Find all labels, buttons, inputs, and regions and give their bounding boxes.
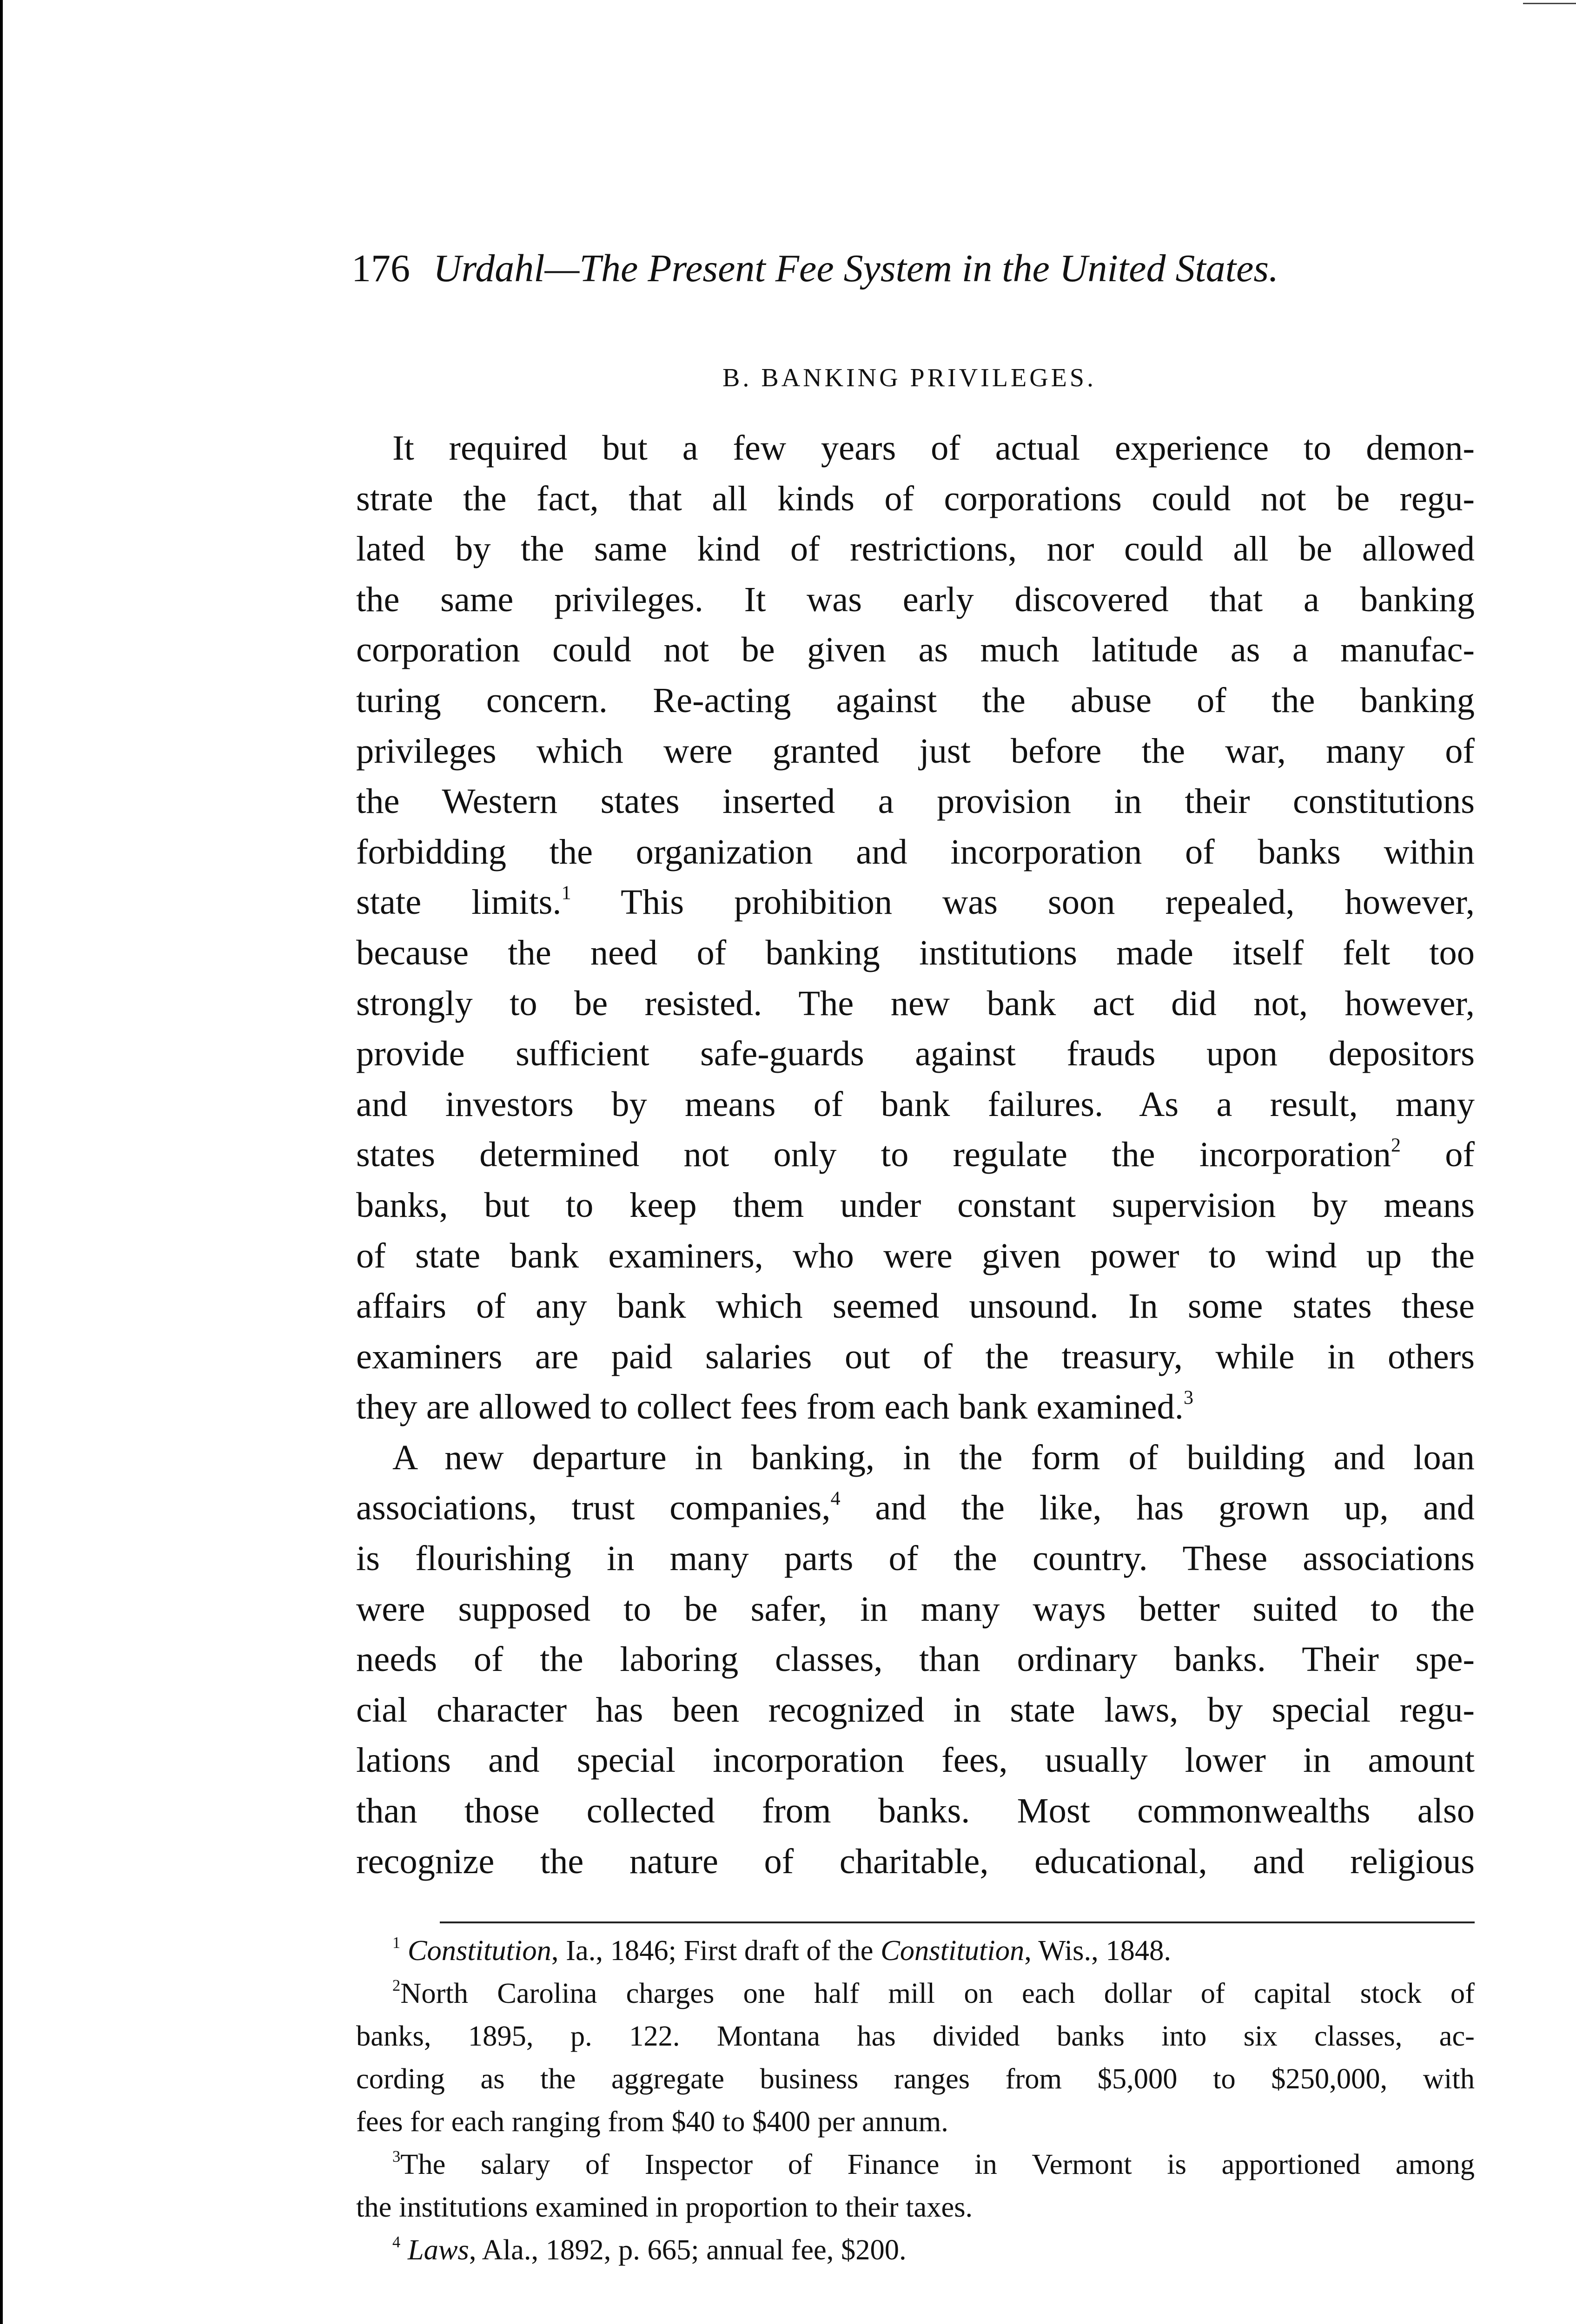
body-line: were supposed to be safer, in many ways better suited to the (356, 1589, 1475, 1629)
footnote-line: banks, 1895, p. 122. Montana has divided banks into six classes, ac- (356, 2020, 1475, 2052)
scan-edge-mark (1523, 3, 1576, 4)
footnote-3 (356, 2143, 1475, 2185)
body-line: is flourishing in many parts of the country. These associations (356, 1538, 1475, 1578)
footnote-line: the institutions examined in proportion to their taxes. (356, 2191, 973, 2223)
body-line: banks, but to keep them under constant supervision by means (356, 1185, 1475, 1225)
footnote-italic: Constitution (407, 1934, 551, 1967)
body-line: cial character has been recognized in state laws, by special regu- (356, 1690, 1475, 1730)
footnote-mark: 4 (392, 2233, 401, 2251)
section-heading: B. BANKING PRIVILEGES. (722, 363, 1096, 392)
footnote-line: fees for each ranging from $40 to $400 per annum. (356, 2105, 948, 2138)
body-line: corporation could not be given as much latitude as a manufac- (356, 630, 1475, 670)
body-line: the Western states inserted a provision in their constitutions (356, 781, 1475, 821)
footnote-4 (356, 2228, 1475, 2271)
body-line: turing concern. Re-acting against the abuse of the banking (356, 680, 1475, 720)
body-line: recognize the nature of charitable, educational, and religious (356, 1841, 1475, 1881)
body-line: strongly to be resisted. The new bank act did not, however, (356, 983, 1475, 1023)
body-line: lated by the same kind of restrictions, nor could all be allowed (356, 529, 1475, 569)
footnote-1 (356, 1929, 1475, 1972)
footnote-ref-1[interactable]: 1 (561, 882, 571, 904)
footnote-text: North Carolina charges one half mill on each dollar of capital stock of (400, 1977, 1475, 2009)
body-line: of state bank examiners, who were given power to wind up the (356, 1235, 1475, 1275)
body-line-with-footnote (356, 1382, 1475, 1433)
footnote-mark: 3 (392, 2148, 401, 2166)
body-line: A new departure in banking, in the form of building and loan (392, 1437, 1475, 1477)
body-fragment: of (1401, 1135, 1475, 1175)
footnote-divider (440, 1921, 1475, 1923)
body-line: because the need of banking institutions made itself felt too (356, 932, 1475, 972)
body-fragment: This prohibition was soon repealed, however, (571, 882, 1475, 922)
footnote-2 (356, 1972, 1475, 2014)
body-text (356, 423, 1475, 1887)
body-line-with-footnote (356, 877, 1475, 928)
body-line: examiners are paid salaries out of the treasury, while in others (356, 1336, 1475, 1376)
body-fragment: associations, trust companies, (356, 1488, 831, 1528)
footnote-italic: Laws (407, 2233, 469, 2266)
body-line: lations and special incorporation fees, usually lower in amount (356, 1740, 1475, 1780)
body-line: than those collected from banks. Most commonwealths also (356, 1791, 1475, 1831)
body-fragment: they are allowed to collect fees from each bank examined. (356, 1387, 1184, 1427)
body-line: the same privileges. It was early discovered that a banking (356, 579, 1475, 619)
footnote-mark: 1 (392, 1934, 401, 1952)
footnotes (356, 1929, 1475, 2271)
body-fragment: state limits. (356, 882, 562, 922)
body-line: strate the fact, that all kinds of corporations could not be regu- (356, 478, 1475, 518)
body-line: affairs of any bank which seemed unsound. In some states these (356, 1286, 1475, 1326)
footnote-mark: 2 (392, 1977, 401, 1995)
footnote-text: , Ia., 1846; First draft of the (551, 1934, 881, 1967)
body-line: and investors by means of bank failures. As a result, many (356, 1084, 1475, 1124)
footnote-ref-3[interactable]: 3 (1183, 1387, 1193, 1409)
body-line-with-footnote (356, 1483, 1475, 1533)
body-line: needs of the laboring classes, than ordinary banks. Their spe- (356, 1639, 1475, 1679)
body-line: privileges which were granted just before the war, many of (356, 731, 1475, 771)
footnote-ref-2[interactable]: 2 (1391, 1135, 1401, 1156)
footnote-italic: Constitution (881, 1934, 1025, 1967)
footnote-ref-4[interactable]: 4 (830, 1488, 841, 1510)
footnote-text: The salary of Inspector of Finance in Vermont is apportioned among (400, 2148, 1475, 2180)
body-fragment: and the like, has grown up, and (840, 1488, 1475, 1528)
footnote-line: cording as the aggregate business ranges from $5,000 to $250,000, with (356, 2062, 1475, 2095)
footnote-text: , Wis., 1848. (1024, 1934, 1171, 1967)
body-line-with-footnote (356, 1129, 1475, 1180)
body-line: forbidding the organization and incorporation of banks within (356, 832, 1475, 872)
running-head (351, 241, 1467, 297)
body-line: provide sufficient safe-guards against frauds upon depositors (356, 1034, 1475, 1074)
body-fragment: states determined not only to regulate the incorporation (356, 1135, 1391, 1175)
footnote-text: , Ala., 1892, p. 665; annual fee, $200. (469, 2233, 907, 2266)
body-line: It required but a few years of actual experience to demon- (392, 428, 1475, 468)
running-title: Urdahl—The Present Fee System in the United States. (433, 247, 1279, 290)
page-number: 176 (351, 247, 410, 290)
